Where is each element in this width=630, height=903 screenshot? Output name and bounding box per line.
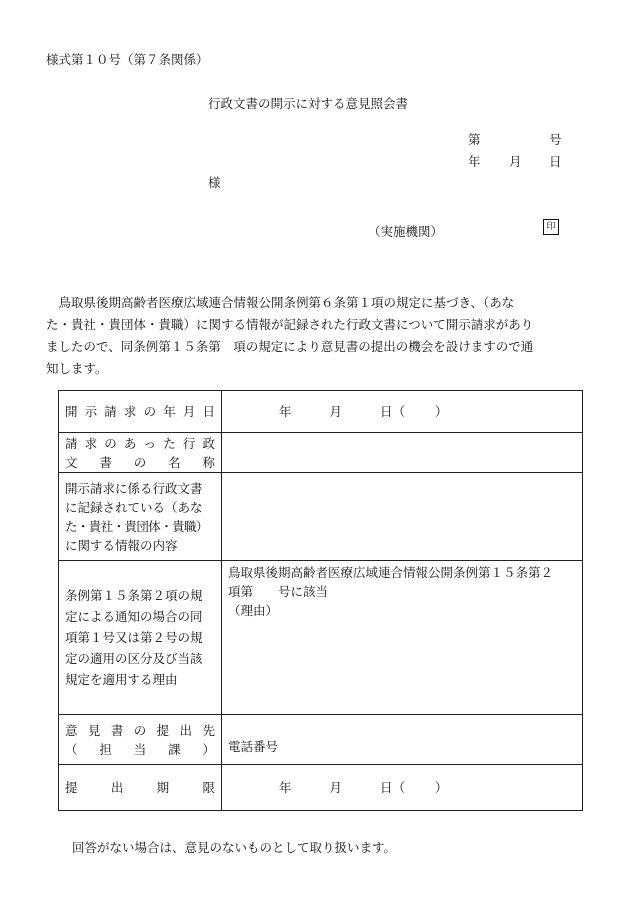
- label-char: 求: [84, 435, 98, 451]
- day-label: 日（: [379, 780, 405, 795]
- label-line: 項第１号又は第２号の規: [65, 630, 203, 645]
- label-char: 当: [133, 741, 147, 757]
- document-number-suffix: 号: [549, 132, 562, 147]
- table-row-submission-deadline: [59, 765, 583, 811]
- label-char: 行: [182, 435, 196, 451]
- weekday-close-paren: ）: [434, 780, 448, 795]
- label-char: 名: [168, 454, 181, 470]
- inquiry-table: [58, 390, 583, 811]
- notice-reason-value[interactable]: [222, 561, 583, 715]
- information-content-value[interactable]: [222, 473, 583, 561]
- notice-body: [46, 292, 586, 380]
- label-char: 求: [123, 404, 137, 419]
- label-char: 開: [65, 404, 78, 419]
- date-year-label: 年: [468, 154, 481, 169]
- label-char: 期: [156, 780, 170, 795]
- label-char: 請: [65, 435, 78, 451]
- weekday-close-paren: ）: [434, 404, 448, 419]
- date-day-label: 日: [549, 154, 562, 169]
- addressee-honorific: 様: [208, 175, 221, 190]
- label-char: の: [133, 722, 147, 738]
- label-line: 条例第１５条第２項の規: [65, 588, 203, 603]
- label-char: 提: [65, 780, 78, 795]
- year-label: 年: [279, 780, 292, 795]
- request-date-label: [59, 391, 222, 433]
- year-label: 年: [279, 404, 292, 419]
- document-title: 行政文書の開示に対する意見照会書: [208, 96, 409, 111]
- label-char: 出: [110, 780, 124, 795]
- label-char: 見: [87, 722, 101, 738]
- label-char: （: [65, 741, 78, 757]
- label-char: 称: [202, 454, 215, 470]
- label-char: 先: [202, 722, 215, 738]
- label-char: 書: [99, 454, 112, 470]
- seal-icon: 印: [543, 219, 559, 235]
- table-row-submission-destination: [59, 715, 583, 765]
- table-row-information-content: [59, 473, 583, 561]
- phone-number-label: 電話番号: [228, 739, 279, 754]
- label-char: 政: [202, 435, 215, 451]
- date-month-label: 月: [509, 154, 522, 169]
- label-char: 出: [179, 722, 193, 738]
- implementing-agency-label: （実施機関）: [368, 224, 444, 239]
- value-line: 項第 号に該当: [228, 584, 329, 599]
- label-char: の: [133, 454, 147, 470]
- label-char: 課: [168, 741, 181, 757]
- information-content-label: [59, 473, 222, 561]
- submission-destination-value[interactable]: [222, 715, 583, 765]
- day-label: 日（: [379, 404, 405, 419]
- label-char: 日: [202, 404, 215, 419]
- notice-reason-label: [59, 561, 222, 715]
- document-name-label: [59, 433, 222, 473]
- document-name-value[interactable]: [222, 433, 583, 473]
- label-char: の: [143, 404, 157, 419]
- label-line: に関する情報の内容: [65, 537, 178, 553]
- label-line: 定の適用の区分及び当該: [65, 651, 203, 666]
- label-char: 月: [182, 404, 196, 419]
- label-line: 開示請求に係る行政文書: [65, 480, 203, 496]
- notice-body-line: ましたので、同条例第１５条第 項の規定により意見書の提出の機会を設けますので通: [46, 339, 534, 354]
- table-row-notice-reason: [59, 561, 583, 715]
- form-number: 様式第１０号（第７条関係）: [46, 52, 209, 67]
- month-label: 月: [329, 780, 342, 795]
- value-line: 鳥取県後期高齢者医療広域連合情報公開条例第１５条第２: [228, 565, 554, 580]
- label-char: の: [104, 435, 117, 451]
- label-char: ）: [202, 741, 215, 757]
- request-date-value[interactable]: [222, 391, 583, 433]
- label-line: 定による通知の場合の同: [65, 609, 203, 624]
- label-char: 提: [156, 722, 170, 738]
- closing-note: 回答がない場合は、意見のないものとして取り扱います。: [72, 840, 397, 855]
- label-line: 規定を適用する理由: [65, 672, 178, 687]
- label-char: 限: [202, 780, 215, 795]
- label-char: 示: [84, 404, 98, 419]
- label-line: た・貴社・貴団体・貴職）: [65, 518, 208, 534]
- table-row-request-date: [59, 391, 583, 433]
- submission-destination-label: [59, 715, 222, 765]
- label-char: た: [163, 435, 176, 451]
- notice-body-line: た・貴社・貴団体・貴職）に関する情報が記録された行政文書について開示請求があり: [46, 317, 534, 332]
- month-label: 月: [329, 404, 342, 419]
- label-line: に記録されている（あな: [65, 499, 203, 515]
- notice-body-line: 知します。: [46, 361, 108, 376]
- submission-deadline-label: [59, 765, 222, 811]
- label-char: 担: [99, 741, 112, 757]
- label-char: っ: [143, 435, 157, 451]
- value-line: （理由）: [228, 603, 279, 618]
- label-char: 請: [104, 404, 117, 419]
- submission-deadline-value[interactable]: [222, 765, 583, 811]
- label-char: 書: [110, 722, 124, 738]
- document-number-prefix: 第: [468, 132, 481, 147]
- notice-body-line: 鳥取県後期高齢者医療広域連合情報公開条例第６条第１項の規定に基づき、（あな: [46, 295, 515, 310]
- label-char: 意: [65, 722, 78, 738]
- label-char: 年: [163, 404, 176, 419]
- label-char: あ: [123, 435, 137, 451]
- table-row-document-name: [59, 433, 583, 473]
- label-char: 文: [65, 454, 78, 470]
